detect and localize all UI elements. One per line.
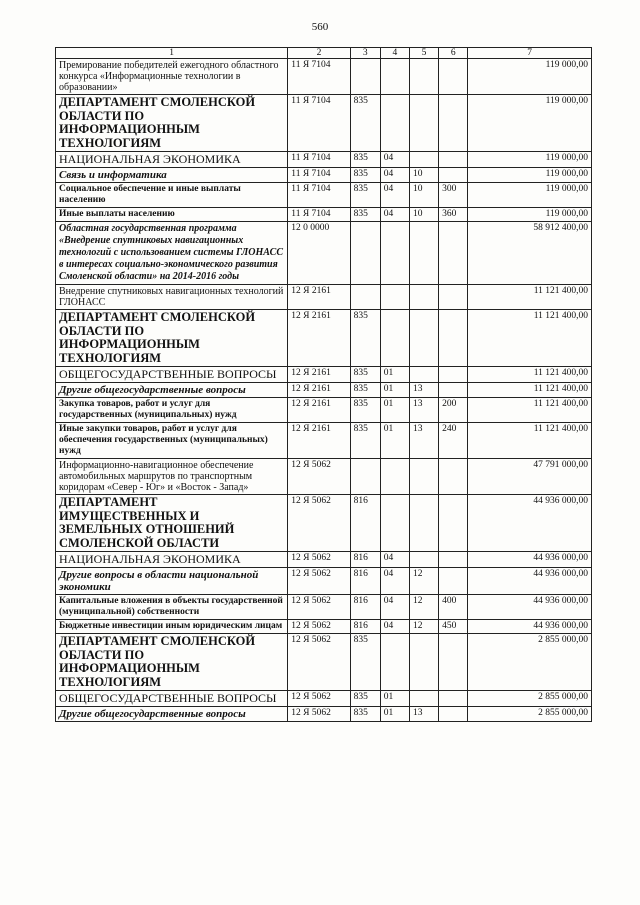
row-col6: 400	[439, 595, 468, 620]
table-row	[56, 59, 592, 95]
table-row	[56, 367, 592, 383]
row-col3: 835	[350, 423, 380, 459]
row-name: Областная государственная программа «Внедрение спутниковых навигационных технологий с использованием системы ГЛОНАСС в интересах социально-экономического развития Смоленской области» на 2014-2016 годы	[56, 222, 288, 285]
row-col3: 835	[350, 168, 380, 183]
row-col6: 300	[439, 183, 468, 208]
row-col5: 12	[409, 595, 438, 620]
row-code: 12 Я 2161	[288, 383, 350, 398]
row-code: 12 Я 2161	[288, 367, 350, 383]
column-header: 1	[56, 48, 288, 59]
row-amount: 2 855 000,00	[468, 691, 592, 707]
row-amount: 11 121 400,00	[468, 367, 592, 383]
table-row	[56, 620, 592, 634]
row-amount: 2 855 000,00	[468, 634, 592, 691]
row-col4: 04	[380, 552, 409, 568]
column-header: 2	[288, 48, 350, 59]
row-col3: 835	[350, 367, 380, 383]
row-amount: 44 936 000,00	[468, 595, 592, 620]
row-amount: 44 936 000,00	[468, 568, 592, 595]
row-col4: 01	[380, 691, 409, 707]
row-name: ДЕПАРТАМЕНТ СМОЛЕНСКОЙ ОБЛАСТИ ПО ИНФОРМАЦИОННЫМ ТЕХНОЛОГИЯМ	[56, 95, 288, 152]
row-col6: 240	[439, 423, 468, 459]
row-name: Информационно-навигационное обеспечение автомобильных маршрутов по транспортным коридорам «Север - Юг» и «Восток - Запад»	[56, 459, 288, 495]
row-name: Иные закупки товаров, работ и услуг для обеспечения государственных (муниципальных) нужд	[56, 423, 288, 459]
row-col3: 835	[350, 634, 380, 691]
row-col5	[409, 552, 438, 568]
row-amount: 119 000,00	[468, 168, 592, 183]
row-code: 12 Я 5062	[288, 595, 350, 620]
row-col6: 360	[439, 208, 468, 222]
row-col6	[439, 152, 468, 168]
row-code: 12 Я 5062	[288, 459, 350, 495]
table-row	[56, 95, 592, 152]
row-name: НАЦИОНАЛЬНАЯ ЭКОНОМИКА	[56, 552, 288, 568]
column-header: 6	[439, 48, 468, 59]
row-name: Другие общегосударственные вопросы	[56, 707, 288, 722]
column-header: 7	[468, 48, 592, 59]
row-col6	[439, 459, 468, 495]
budget-table	[55, 47, 592, 722]
row-code: 12 Я 2161	[288, 423, 350, 459]
row-col5	[409, 691, 438, 707]
table-row	[56, 310, 592, 367]
column-header: 4	[380, 48, 409, 59]
row-col5	[409, 285, 438, 310]
row-col5	[409, 634, 438, 691]
row-col5: 10	[409, 208, 438, 222]
row-col6	[439, 495, 468, 552]
row-col4: 01	[380, 423, 409, 459]
row-name: ДЕПАРТАМЕНТ СМОЛЕНСКОЙ ОБЛАСТИ ПО ИНФОРМАЦИОННЫМ ТЕХНОЛОГИЯМ	[56, 310, 288, 367]
row-col3: 835	[350, 398, 380, 423]
row-amount: 11 121 400,00	[468, 423, 592, 459]
row-col4	[380, 459, 409, 495]
row-amount: 11 121 400,00	[468, 310, 592, 367]
row-name: Другие общегосударственные вопросы	[56, 383, 288, 398]
row-col4: 04	[380, 595, 409, 620]
row-col6	[439, 707, 468, 722]
row-col4: 04	[380, 152, 409, 168]
row-name: Другие вопросы в области национальной экономики	[56, 568, 288, 595]
row-col3: 835	[350, 183, 380, 208]
row-code: 11 Я 7104	[288, 152, 350, 168]
row-col5: 12	[409, 568, 438, 595]
row-col4	[380, 495, 409, 552]
row-col4	[380, 285, 409, 310]
row-amount: 11 121 400,00	[468, 285, 592, 310]
row-amount: 2 855 000,00	[468, 707, 592, 722]
row-col4: 01	[380, 367, 409, 383]
row-name: Внедрение спутниковых навигационных технологий ГЛОНАСС	[56, 285, 288, 310]
row-amount: 11 121 400,00	[468, 383, 592, 398]
row-col4: 04	[380, 568, 409, 595]
row-col3: 835	[350, 95, 380, 152]
row-name: ОБЩЕГОСУДАРСТВЕННЫЕ ВОПРОСЫ	[56, 367, 288, 383]
row-col5: 13	[409, 707, 438, 722]
row-col3: 816	[350, 568, 380, 595]
row-code: 12 Я 5062	[288, 620, 350, 634]
row-col4	[380, 310, 409, 367]
row-amount: 119 000,00	[468, 95, 592, 152]
row-code: 11 Я 7104	[288, 183, 350, 208]
row-col4	[380, 59, 409, 95]
row-col5	[409, 222, 438, 285]
row-col5	[409, 459, 438, 495]
header-row	[56, 48, 592, 59]
row-name: ДЕПАРТАМЕНТ ИМУЩЕСТВЕННЫХ И ЗЕМЕЛЬНЫХ ОТНОШЕНИЙ СМОЛЕНСКОЙ ОБЛАСТИ	[56, 495, 288, 552]
table-row	[56, 634, 592, 691]
row-col6	[439, 552, 468, 568]
table-row	[56, 383, 592, 398]
row-col3: 835	[350, 707, 380, 722]
row-name: Капитальные вложения в объекты государственной (муниципальной) собственности	[56, 595, 288, 620]
row-amount: 58 912 400,00	[468, 222, 592, 285]
row-col3: 816	[350, 495, 380, 552]
table-body	[56, 59, 592, 722]
row-col3: 835	[350, 152, 380, 168]
row-col6	[439, 634, 468, 691]
row-col3: 816	[350, 552, 380, 568]
row-code: 12 Я 2161	[288, 285, 350, 310]
table-row	[56, 707, 592, 722]
row-name: Социальное обеспечение и иные выплаты населению	[56, 183, 288, 208]
row-code: 12 Я 5062	[288, 691, 350, 707]
row-name: ОБЩЕГОСУДАРСТВЕННЫЕ ВОПРОСЫ	[56, 691, 288, 707]
row-col6	[439, 285, 468, 310]
row-col6	[439, 59, 468, 95]
row-col6	[439, 367, 468, 383]
row-col6	[439, 222, 468, 285]
table-row	[56, 459, 592, 495]
row-code: 12 Я 5062	[288, 495, 350, 552]
row-col6	[439, 568, 468, 595]
row-code: 12 Я 5062	[288, 634, 350, 691]
table-row	[56, 285, 592, 310]
row-col5: 10	[409, 183, 438, 208]
row-amount: 44 936 000,00	[468, 495, 592, 552]
row-col5	[409, 310, 438, 367]
row-col4	[380, 222, 409, 285]
row-name: Премирование победителей ежегодного областного конкурса «Информационные технологии в образовании»	[56, 59, 288, 95]
row-col4: 01	[380, 383, 409, 398]
row-amount: 119 000,00	[468, 208, 592, 222]
row-amount: 119 000,00	[468, 152, 592, 168]
row-col4: 04	[380, 208, 409, 222]
table-row	[56, 398, 592, 423]
row-col4: 04	[380, 168, 409, 183]
row-col3	[350, 459, 380, 495]
row-col6	[439, 691, 468, 707]
table-row	[56, 183, 592, 208]
row-amount: 119 000,00	[468, 183, 592, 208]
row-col5	[409, 367, 438, 383]
row-col3	[350, 285, 380, 310]
table-row	[56, 423, 592, 459]
row-amount: 47 791 000,00	[468, 459, 592, 495]
row-col3: 835	[350, 383, 380, 398]
row-col5: 12	[409, 620, 438, 634]
row-col5: 13	[409, 398, 438, 423]
row-col4	[380, 95, 409, 152]
row-col6	[439, 310, 468, 367]
row-col4: 01	[380, 398, 409, 423]
row-col3: 835	[350, 310, 380, 367]
row-col4	[380, 634, 409, 691]
row-col5	[409, 152, 438, 168]
row-col4: 04	[380, 620, 409, 634]
row-code: 11 Я 7104	[288, 59, 350, 95]
row-amount: 44 936 000,00	[468, 620, 592, 634]
table-row	[56, 691, 592, 707]
row-col4: 04	[380, 183, 409, 208]
row-col3: 835	[350, 208, 380, 222]
table-row	[56, 552, 592, 568]
row-code: 12 Я 2161	[288, 310, 350, 367]
row-col6	[439, 168, 468, 183]
row-name: Бюджетные инвестиции иным юридическим лицам	[56, 620, 288, 634]
row-col5: 10	[409, 168, 438, 183]
row-col4: 01	[380, 707, 409, 722]
column-header: 3	[350, 48, 380, 59]
row-name: Закупка товаров, работ и услуг для государственных (муниципальных) нужд	[56, 398, 288, 423]
page-number: 560	[311, 21, 329, 33]
row-name: Иные выплаты населению	[56, 208, 288, 222]
row-code: 12 0 0000	[288, 222, 350, 285]
row-name: ДЕПАРТАМЕНТ СМОЛЕНСКОЙ ОБЛАСТИ ПО ИНФОРМАЦИОННЫМ ТЕХНОЛОГИЯМ	[56, 634, 288, 691]
row-name: НАЦИОНАЛЬНАЯ ЭКОНОМИКА	[56, 152, 288, 168]
table-row	[56, 568, 592, 595]
row-col3	[350, 222, 380, 285]
table-row	[56, 152, 592, 168]
row-code: 11 Я 7104	[288, 168, 350, 183]
row-code: 11 Я 7104	[288, 208, 350, 222]
row-col3: 835	[350, 691, 380, 707]
column-header: 5	[409, 48, 438, 59]
row-name: Связь и информатика	[56, 168, 288, 183]
row-col3: 816	[350, 620, 380, 634]
table-row	[56, 222, 592, 285]
table-row	[56, 168, 592, 183]
row-col5	[409, 95, 438, 152]
row-col5: 13	[409, 383, 438, 398]
row-col6: 200	[439, 398, 468, 423]
row-amount: 119 000,00	[468, 59, 592, 95]
row-col5	[409, 59, 438, 95]
table-row	[56, 208, 592, 222]
row-amount: 11 121 400,00	[468, 398, 592, 423]
row-amount: 44 936 000,00	[468, 552, 592, 568]
row-col6: 450	[439, 620, 468, 634]
row-col5: 13	[409, 423, 438, 459]
row-code: 12 Я 5062	[288, 707, 350, 722]
row-col6	[439, 95, 468, 152]
row-code: 12 Я 5062	[288, 568, 350, 595]
row-col6	[439, 383, 468, 398]
row-col3	[350, 59, 380, 95]
row-code: 12 Я 5062	[288, 552, 350, 568]
row-col3: 816	[350, 595, 380, 620]
row-col5	[409, 495, 438, 552]
row-code: 11 Я 7104	[288, 95, 350, 152]
row-code: 12 Я 2161	[288, 398, 350, 423]
table-row	[56, 495, 592, 552]
table-row	[56, 595, 592, 620]
